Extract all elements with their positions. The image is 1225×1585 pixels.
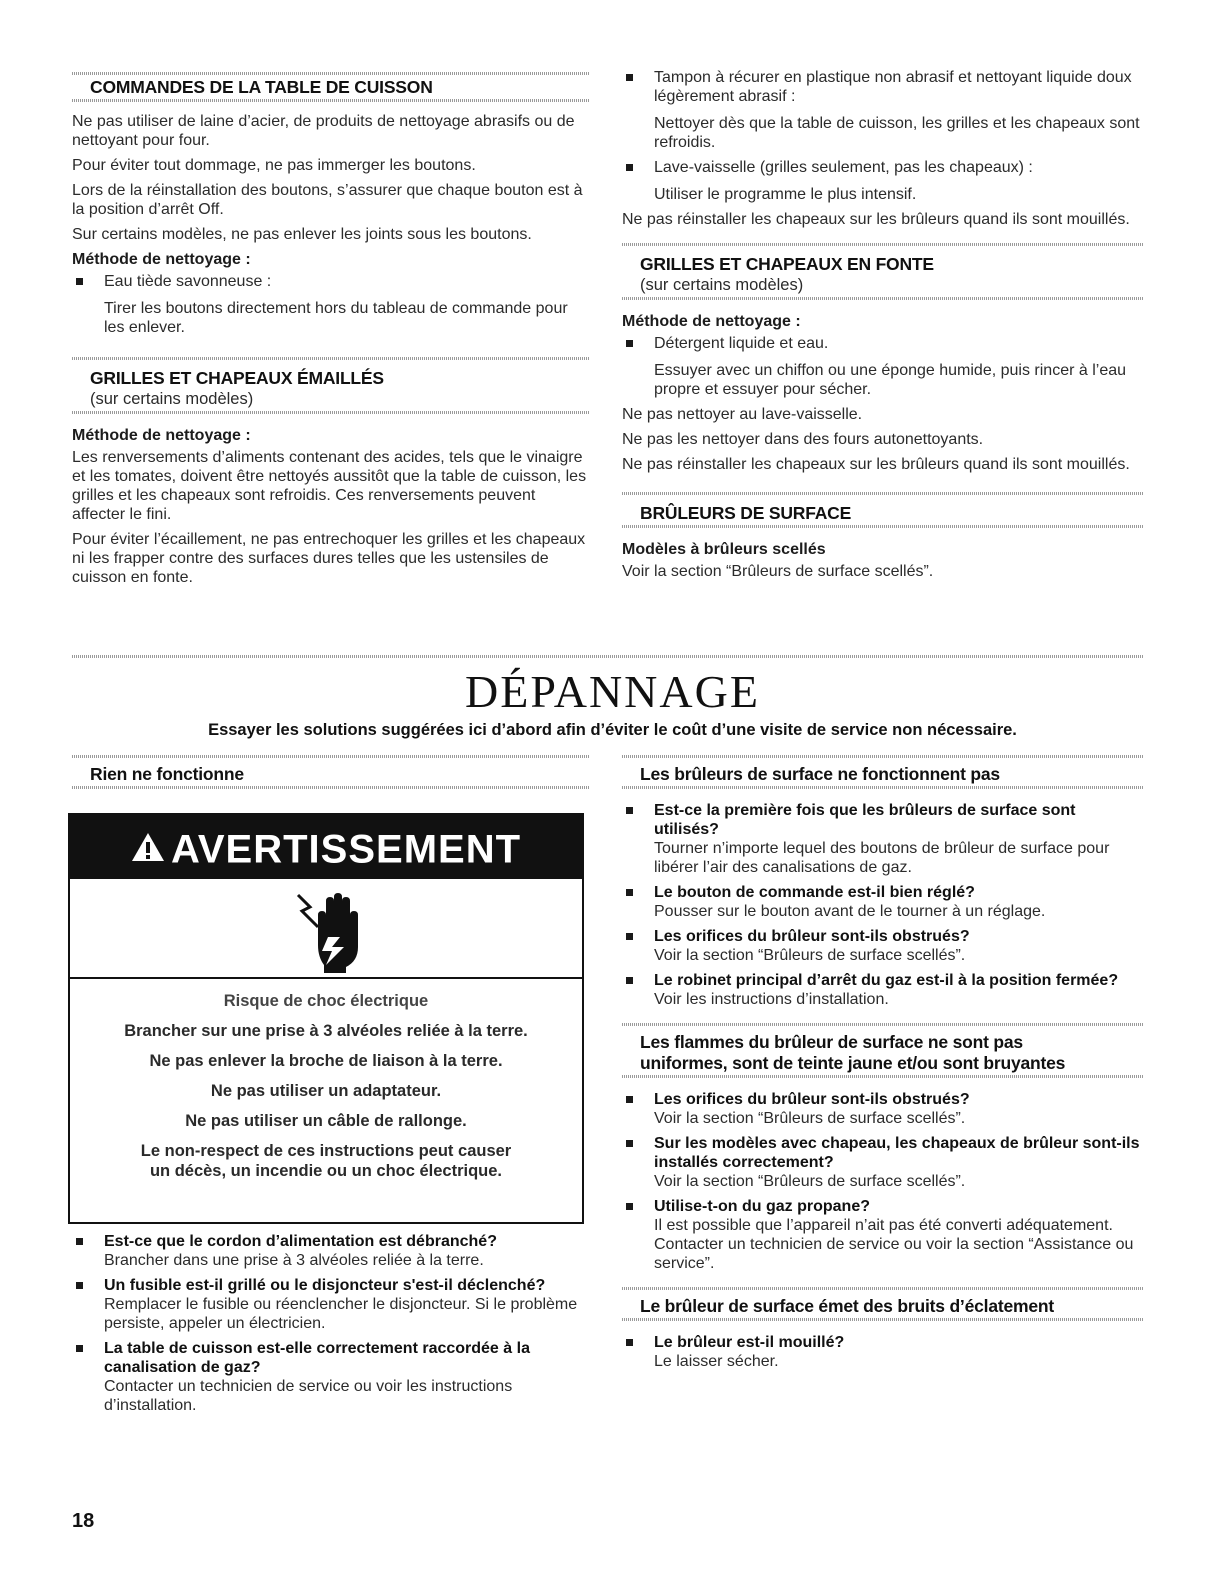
faq-question: Est-ce que le cordon d’alimentation est débranché? (104, 1233, 497, 1250)
right-column-bottom (622, 755, 1144, 1377)
section-subtitle: (sur certains modèles) (640, 276, 804, 294)
warning-line: Ne pas enlever la broche de liaison à la terre. (149, 1052, 503, 1070)
paragraph: Ne pas réinstaller les chapeaux sur les brûleurs quand ils sont mouillés. (622, 456, 1130, 473)
list-item: Tampon à récurer en plastique non abrasif et nettoyant liquide doux légèrement abrasif : (622, 68, 1144, 106)
paragraph: Voir la section “Brûleurs de surface scellés”. (622, 563, 934, 580)
left-column-top (72, 72, 590, 593)
faq-answer: Pousser sur le bouton avant de le tourner à un réglage. (654, 903, 1046, 920)
bullet-list (622, 158, 1144, 177)
right-column-top (622, 68, 1144, 587)
electric-shock-hand-icon (70, 879, 582, 979)
warning-line: Brancher sur une prise à 3 alvéoles reliée à la terre. (124, 1022, 528, 1040)
faq-question: Utilise-t-on du gaz propane? (654, 1198, 870, 1215)
warning-line: Ne pas utiliser un adaptateur. (210, 1082, 442, 1100)
section-rule (622, 1318, 1144, 1321)
list-item (72, 1339, 590, 1415)
method-label: Méthode de nettoyage : (72, 427, 251, 444)
full-width-rule (72, 655, 1144, 658)
bullet-list (622, 334, 1144, 353)
warning-text (70, 979, 582, 1181)
warning-triangle-icon (131, 817, 165, 881)
paragraph: Essuyer avec un chiffon ou une éponge humide, puis rincer à l’eau propre et essuyer pour sécher. (654, 362, 1127, 398)
paragraph: Pour éviter l’écaillement, ne pas entrechoquer les grilles et les chapeaux ni les frapper contre des surfaces dures telles que les ustensiles de cuisson en fonte. (72, 531, 586, 586)
section-title-cooktop-controls: COMMANDES DE LA TABLE DE CUISSON (90, 77, 433, 97)
warning-header-label: AVERTISSEMENT (170, 827, 522, 872)
paragraph: Pour éviter tout dommage, ne pas immerger les boutons. (72, 157, 476, 174)
bullet-list (622, 1090, 1144, 1273)
faq-answer: Brancher dans une prise à 3 alvéoles reliée à la terre. (104, 1252, 484, 1269)
section-rule (622, 297, 1144, 300)
faq-answer: Remplacer le fusible ou réenclencher le disjoncteur. Si le problème persiste, appeler un électricien. (104, 1296, 578, 1332)
section-title-enamel-grates: GRILLES ET CHAPEAUX ÉMAILLÉS (90, 368, 384, 388)
paragraph: Lors de la réinstallation des boutons, s’assurer que chaque bouton est à la position d’arrêt Off. (72, 182, 583, 218)
list-item (622, 1333, 1144, 1371)
page-number: 18 (72, 1510, 95, 1532)
left-faq-list (72, 1232, 590, 1421)
faq-question: Le bouton de commande est-il bien réglé? (654, 884, 975, 901)
paragraph: Ne pas utiliser de laine d’acier, de produits de nettoyage abrasifs ou de nettoyant pour four. (72, 113, 575, 149)
paragraph: Tirer les boutons directement hors du tableau de commande pour les enlever. (104, 300, 568, 336)
paragraph: Utiliser le programme le plus intensif. (654, 186, 917, 203)
faq-answer: Le laisser sécher. (654, 1353, 779, 1370)
section-title-cast-iron-grates: GRILLES ET CHAPEAUX EN FONTE (640, 254, 934, 274)
warning-line: Risque de choc électrique (223, 992, 429, 1010)
section-rule (622, 1075, 1144, 1078)
section-rule (72, 411, 590, 414)
faq-answer: Voir la section “Brûleurs de surface scellés”. (654, 1110, 966, 1127)
warning-header (70, 815, 582, 879)
list-item: Détergent liquide et eau. (622, 334, 1144, 353)
paragraph: Ne pas les nettoyer dans des fours autonettoyants. (622, 431, 984, 448)
bullet-list (622, 68, 1144, 106)
troubleshooting-title: DÉPANNAGE (465, 666, 760, 717)
paragraph: Les renversements d’aliments contenant des acides, tels que le vinaigre et les tomates, doivent être nettoyés aussitôt que la table de cuisson, les grilles et les chapeaux sont refroidis. Ces renversements peuvent affecter le fini. (72, 449, 587, 523)
section-title-burners-not-working: Les brûleurs de surface ne fonctionnent pas (640, 764, 1000, 784)
faq-answer: Tourner n’importe lequel des boutons de brûleur de surface pour libérer l’air des canalisations de gaz. (654, 840, 1110, 876)
faq-question: Un fusible est-il grillé ou le disjoncteur s'est-il déclenché? (104, 1277, 546, 1294)
list-item: Eau tiède savonneuse : (72, 272, 590, 291)
list-item (622, 1090, 1144, 1128)
section-subtitle: (sur certains modèles) (90, 390, 254, 408)
troubleshooting-intro: Essayer les solutions suggérées ici d’abord afin d’éviter le coût d’une visite de service non nécessaire. (208, 721, 1017, 739)
list-item (72, 1276, 590, 1333)
list-item (622, 1197, 1144, 1273)
faq-question: Sur les modèles avec chapeau, les chapeaux de brûleur sont-ils installés correctement? (654, 1135, 1140, 1171)
section-rule (622, 525, 1144, 528)
section-rule (72, 99, 590, 102)
paragraph: Ne pas réinstaller les chapeaux sur les brûleurs quand ils sont mouillés. (622, 211, 1130, 228)
method-label: Méthode de nettoyage : (72, 251, 251, 268)
paragraph: Sur certains modèles, ne pas enlever les joints sous les boutons. (72, 226, 532, 243)
faq-answer: Il est possible que l’appareil n’ait pas été converti adéquatement. Contacter un technicien de service ou voir la section “Assistance ou service”. (654, 1217, 1134, 1272)
faq-question: Les orifices du brûleur sont-ils obstrués? (654, 928, 970, 945)
bullet-list (622, 1333, 1144, 1371)
paragraph: Ne pas nettoyer au lave-vaisselle. (622, 406, 863, 423)
section-title-nothing-works: Rien ne fonctionne (90, 764, 244, 784)
section-rule (622, 786, 1144, 789)
paragraph: Nettoyer dès que la table de cuisson, les grilles et les chapeaux sont refroidis. (654, 115, 1140, 151)
left-column-bottom (72, 755, 590, 789)
section-title-uneven-flames (622, 1026, 1144, 1075)
bullet-list (72, 272, 590, 291)
bullet-list (622, 801, 1144, 1009)
list-item (622, 971, 1144, 1009)
list-item (622, 883, 1144, 921)
bullet-list (72, 1232, 590, 1415)
section-title-line: uniformes, sont de teinte jaune et/ou sont bruyantes (640, 1053, 1066, 1073)
section-title-surface-burners: BRÛLEURS DE SURFACE (640, 503, 852, 523)
warning-line: Ne pas utiliser un câble de rallonge. (185, 1112, 467, 1130)
list-item: Lave-vaisselle (grilles seulement, pas les chapeaux) : (622, 158, 1144, 177)
list-item (72, 1232, 590, 1270)
section-title-popping-noise: Le brûleur de surface émet des bruits d’éclatement (640, 1296, 1055, 1316)
section-rule (72, 786, 590, 789)
warning-line-part: Le non-respect de ces instructions peut causer (140, 1142, 512, 1160)
faq-question: Est-ce la première fois que les brûleurs de surface sont utilisés? (654, 802, 1076, 838)
faq-answer: Voir les instructions d’installation. (654, 991, 889, 1008)
faq-question: Les orifices du brûleur sont-ils obstrués? (654, 1091, 970, 1108)
faq-answer: Voir la section “Brûleurs de surface scellés”. (654, 947, 966, 964)
faq-question: Le robinet principal d’arrêt du gaz est-il à la position fermée? (654, 972, 1119, 989)
warning-line (70, 1141, 582, 1161)
warning-line-part: un décès, un incendie ou un choc électrique. (149, 1162, 503, 1180)
method-label: Méthode de nettoyage : (622, 313, 801, 330)
sealed-burners-label: Modèles à brûleurs scellés (622, 541, 826, 558)
faq-answer: Voir la section “Brûleurs de surface scellés”. (654, 1173, 966, 1190)
faq-question: Le brûleur est-il mouillé? (654, 1334, 845, 1351)
warning-line (70, 1161, 582, 1181)
faq-question: La table de cuisson est-elle correctement raccordée à la canalisation de gaz? (104, 1340, 530, 1376)
warning-box (68, 813, 584, 1224)
list-item (622, 801, 1144, 877)
list-item (622, 927, 1144, 965)
list-item (622, 1134, 1144, 1191)
section-title-line: Les flammes du brûleur de surface ne sont pas (640, 1032, 1023, 1052)
faq-answer: Contacter un technicien de service ou voir les instructions d’installation. (104, 1378, 513, 1414)
